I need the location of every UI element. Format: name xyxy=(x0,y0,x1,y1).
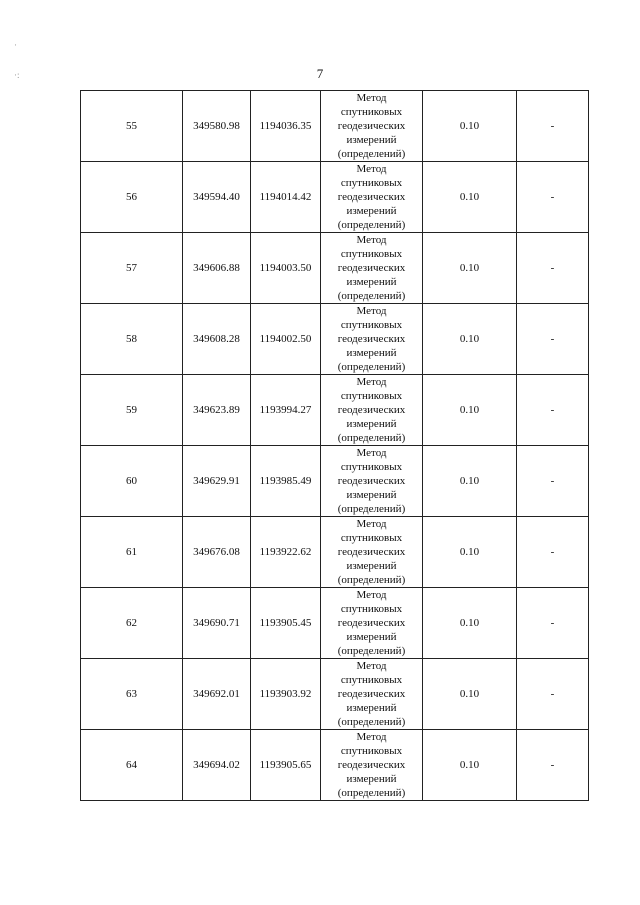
method-line: измерений xyxy=(346,773,397,785)
method-line: (определений) xyxy=(337,219,406,231)
method-line: Метод xyxy=(356,589,387,601)
method-line: геодезических xyxy=(337,333,406,345)
point-number-cell: 60 xyxy=(81,446,183,517)
point-number-cell: 58 xyxy=(81,304,183,375)
y-coordinate-cell: 1193905.65 xyxy=(251,730,321,801)
table-row xyxy=(81,659,589,730)
table-row xyxy=(81,304,589,375)
note-cell: - xyxy=(517,162,589,233)
accuracy-cell: 0.10 xyxy=(423,446,517,517)
method-cell xyxy=(321,304,423,375)
x-coordinate-cell: 349606.88 xyxy=(183,233,251,304)
method-line: геодезических xyxy=(337,191,406,203)
method-cell xyxy=(321,517,423,588)
accuracy-cell: 0.10 xyxy=(423,233,517,304)
method-line: Метод xyxy=(356,660,387,672)
accuracy-cell: 0.10 xyxy=(423,588,517,659)
method-line: измерений xyxy=(346,560,397,572)
method-cell xyxy=(321,233,423,304)
note-cell: - xyxy=(517,233,589,304)
table-row xyxy=(81,162,589,233)
table-row xyxy=(81,517,589,588)
accuracy-cell: 0.10 xyxy=(423,162,517,233)
method-line: измерений xyxy=(346,134,397,146)
method-line: (определений) xyxy=(337,148,406,160)
y-coordinate-cell: 1193994.27 xyxy=(251,375,321,446)
x-coordinate-cell: 349692.01 xyxy=(183,659,251,730)
method-line: спутниковых xyxy=(340,532,403,544)
method-line: (определений) xyxy=(337,645,406,657)
point-number-cell: 56 xyxy=(81,162,183,233)
accuracy-cell: 0.10 xyxy=(423,730,517,801)
note-cell: - xyxy=(517,375,589,446)
accuracy-cell: 0.10 xyxy=(423,375,517,446)
y-coordinate-cell: 1194002.50 xyxy=(251,304,321,375)
method-line: Метод xyxy=(356,163,387,175)
table-row xyxy=(81,588,589,659)
page-number: 7 xyxy=(316,66,324,81)
method-line: измерений xyxy=(346,418,397,430)
method-line: спутниковых xyxy=(340,745,403,757)
method-line: геодезических xyxy=(337,688,406,700)
method-cell xyxy=(321,162,423,233)
method-cell xyxy=(321,446,423,517)
scan-specks: · ·: xyxy=(14,40,20,80)
x-coordinate-cell: 349676.08 xyxy=(183,517,251,588)
table-row xyxy=(81,233,589,304)
method-line: спутниковых xyxy=(340,177,403,189)
method-line: геодезических xyxy=(337,475,406,487)
method-line: геодезических xyxy=(337,262,406,274)
y-coordinate-cell: 1194003.50 xyxy=(251,233,321,304)
method-line: спутниковых xyxy=(340,461,403,473)
method-line: измерений xyxy=(346,276,397,288)
method-line: Метод xyxy=(356,731,387,743)
point-number-cell: 64 xyxy=(81,730,183,801)
method-line: Метод xyxy=(356,447,387,459)
method-line: (определений) xyxy=(337,787,406,799)
accuracy-cell: 0.10 xyxy=(423,91,517,162)
method-line: спутниковых xyxy=(340,248,403,260)
method-line: спутниковых xyxy=(340,603,403,615)
x-coordinate-cell: 349594.40 xyxy=(183,162,251,233)
method-line: геодезических xyxy=(337,120,406,132)
method-line: (определений) xyxy=(337,432,406,444)
method-line: (определений) xyxy=(337,503,406,515)
y-coordinate-cell: 1193903.92 xyxy=(251,659,321,730)
note-cell: - xyxy=(517,659,589,730)
method-line: измерений xyxy=(346,702,397,714)
note-cell: - xyxy=(517,517,589,588)
x-coordinate-cell: 349580.98 xyxy=(183,91,251,162)
method-line: измерений xyxy=(346,631,397,643)
method-line: (определений) xyxy=(337,361,406,373)
method-cell xyxy=(321,375,423,446)
x-coordinate-cell: 349690.71 xyxy=(183,588,251,659)
method-line: (определений) xyxy=(337,716,406,728)
note-cell: - xyxy=(517,91,589,162)
table-row xyxy=(81,730,589,801)
method-cell xyxy=(321,91,423,162)
note-cell: - xyxy=(517,446,589,517)
method-line: геодезических xyxy=(337,404,406,416)
point-number-cell: 59 xyxy=(81,375,183,446)
method-cell xyxy=(321,588,423,659)
x-coordinate-cell: 349694.02 xyxy=(183,730,251,801)
x-coordinate-cell: 349623.89 xyxy=(183,375,251,446)
method-line: (определений) xyxy=(337,574,406,586)
note-cell: - xyxy=(517,730,589,801)
table-row xyxy=(81,91,589,162)
accuracy-cell: 0.10 xyxy=(423,304,517,375)
table-body xyxy=(81,91,589,801)
table-row xyxy=(81,446,589,517)
x-coordinate-cell: 349629.91 xyxy=(183,446,251,517)
point-number-cell: 61 xyxy=(81,517,183,588)
method-cell xyxy=(321,659,423,730)
method-line: измерений xyxy=(346,489,397,501)
method-line: Метод xyxy=(356,92,387,104)
method-line: геодезических xyxy=(337,759,406,771)
note-cell: - xyxy=(517,304,589,375)
y-coordinate-cell: 1194014.42 xyxy=(251,162,321,233)
method-line: спутниковых xyxy=(340,106,403,118)
method-line: спутниковых xyxy=(340,390,403,402)
method-line: геодезических xyxy=(337,546,406,558)
point-number-cell: 62 xyxy=(81,588,183,659)
method-line: геодезических xyxy=(337,617,406,629)
method-line: Метод xyxy=(356,518,387,530)
accuracy-cell: 0.10 xyxy=(423,517,517,588)
point-number-cell: 55 xyxy=(81,91,183,162)
method-line: Метод xyxy=(356,305,387,317)
method-line: измерений xyxy=(346,347,397,359)
point-number-cell: 63 xyxy=(81,659,183,730)
y-coordinate-cell: 1194036.35 xyxy=(251,91,321,162)
method-line: Метод xyxy=(356,376,387,388)
note-cell: - xyxy=(517,588,589,659)
method-cell xyxy=(321,730,423,801)
point-number-cell: 57 xyxy=(81,233,183,304)
method-line: измерений xyxy=(346,205,397,217)
method-line: спутниковых xyxy=(340,674,403,686)
coordinates-table xyxy=(80,90,589,801)
y-coordinate-cell: 1193985.49 xyxy=(251,446,321,517)
method-line: Метод xyxy=(356,234,387,246)
x-coordinate-cell: 349608.28 xyxy=(183,304,251,375)
method-line: спутниковых xyxy=(340,319,403,331)
method-line: (определений) xyxy=(337,290,406,302)
y-coordinate-cell: 1193922.62 xyxy=(251,517,321,588)
y-coordinate-cell: 1193905.45 xyxy=(251,588,321,659)
accuracy-cell: 0.10 xyxy=(423,659,517,730)
table-row xyxy=(81,375,589,446)
